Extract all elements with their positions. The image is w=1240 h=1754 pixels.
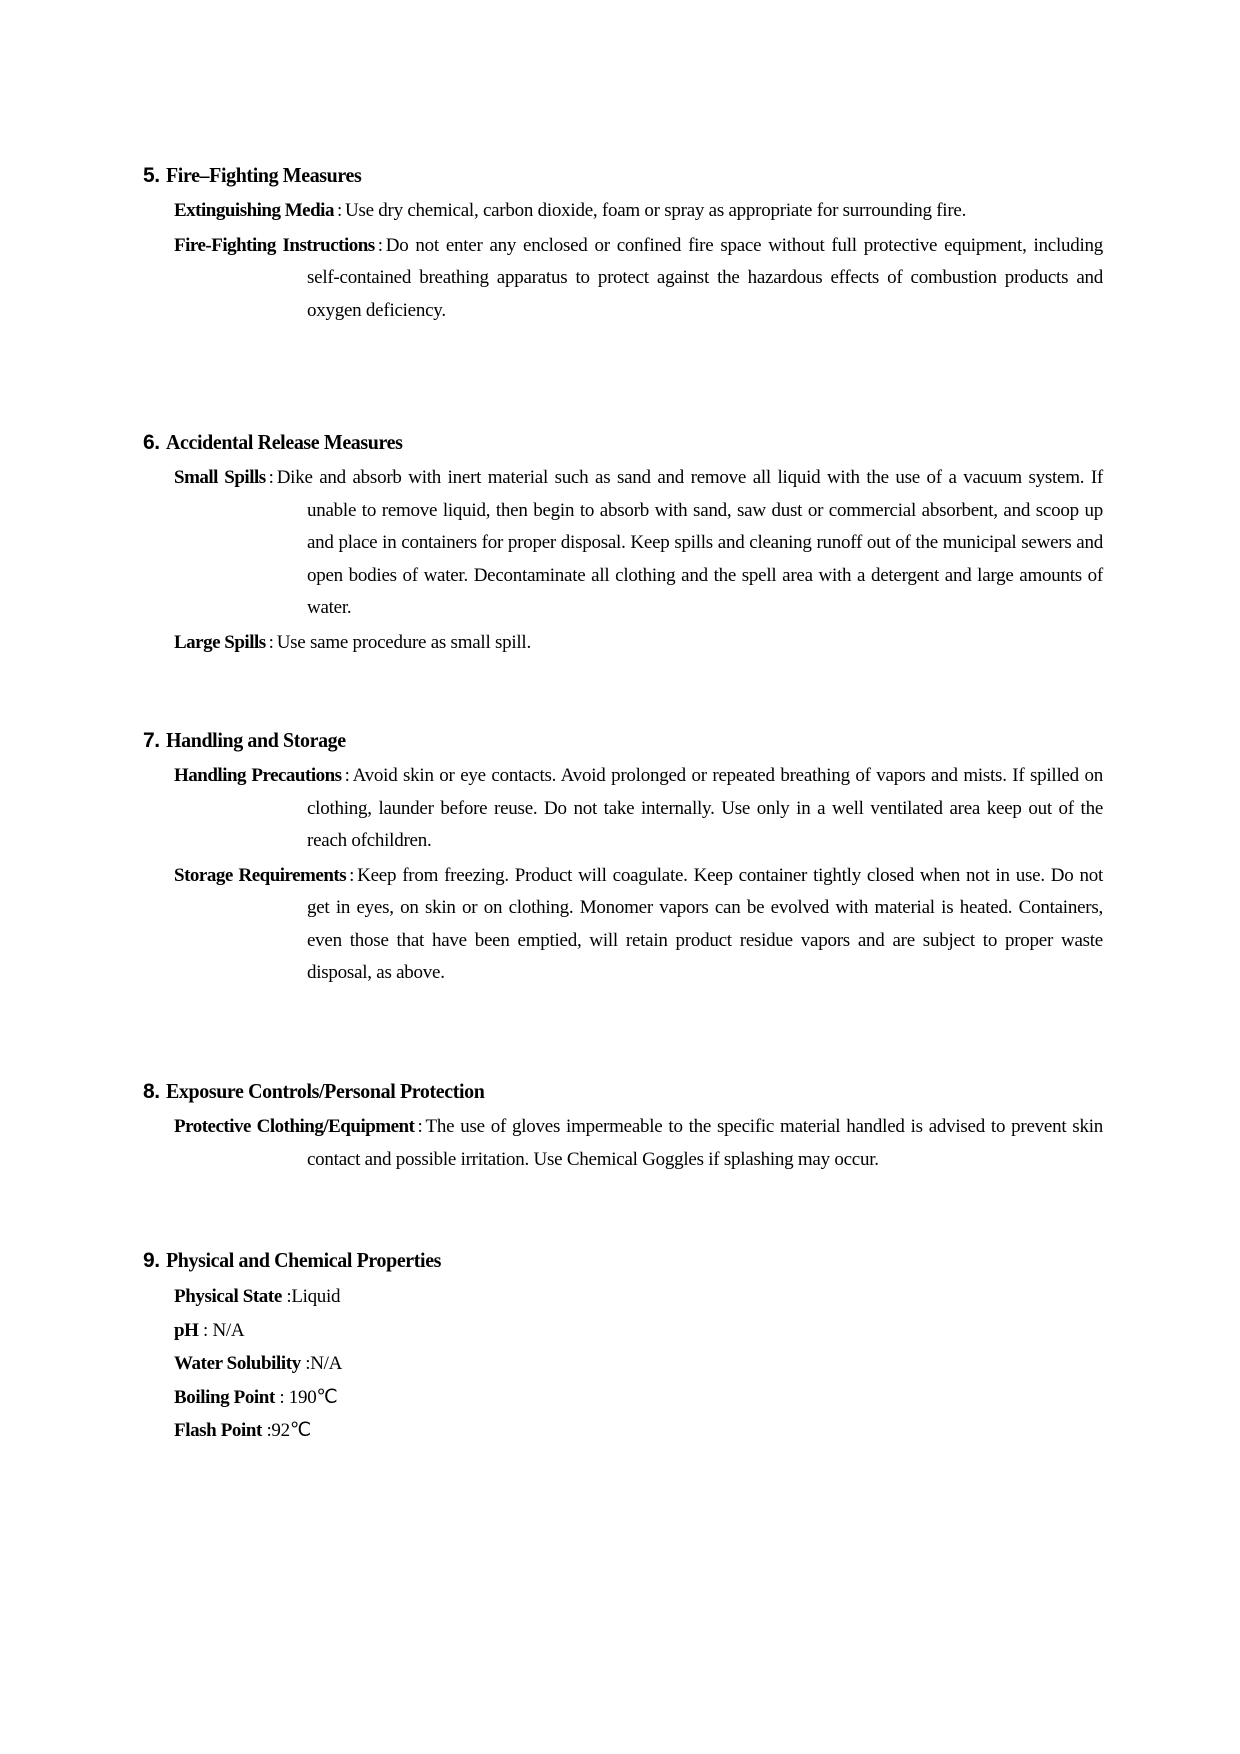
- entry-label: Extinguishing Media: [174, 200, 334, 221]
- property-value: 92℃: [271, 1420, 311, 1441]
- entry-text: Dike and absorb with inert material such as sand and remove all liquid with the use of a vacuum system. If unable to remove liquid, then begin to absorb with sand, saw dust or commercial absorbent, and scoop up and place in containers for proper disposal. Keep spills and cleaning runoff out of the municipal sewers and open bodies of water. Decontaminate all clothing and the spell area with a detergent and large amounts of water.: [276, 467, 1103, 618]
- property-water-solubility: [174, 1347, 1103, 1381]
- property-separator: :: [279, 1386, 285, 1408]
- section-title: Exposure Controls/Personal Protection: [165, 1079, 485, 1103]
- property-value: Liquid: [291, 1286, 341, 1307]
- entry-large-spills: [174, 627, 1103, 660]
- property-physical-state: [174, 1280, 1103, 1314]
- entry-label: Handling Precautions: [174, 765, 342, 786]
- property-value: N/A: [212, 1319, 245, 1341]
- entry-protective-clothing-equipment: [174, 1111, 1103, 1176]
- entry-small-spills: [174, 462, 1103, 625]
- section-number: 7.: [143, 729, 160, 752]
- property-ph: [174, 1314, 1103, 1348]
- section-title: Accidental Release Measures: [165, 430, 403, 454]
- entry-separator: :: [417, 1116, 423, 1137]
- entry-separator: :: [377, 234, 383, 256]
- entry-separator: :: [336, 200, 342, 221]
- section-number: 8.: [143, 1080, 160, 1103]
- section-fire-fighting-measures: [143, 163, 1103, 327]
- section-accidental-release-measures: [143, 430, 1103, 659]
- entry-separator: :: [268, 631, 274, 653]
- entry-fire-fighting-instructions: [174, 230, 1103, 328]
- section-number: 5.: [143, 164, 160, 187]
- property-separator: :: [203, 1319, 208, 1341]
- section-heading: [143, 728, 1103, 760]
- entry-storage-requirements: [174, 860, 1103, 990]
- section-number: 9.: [143, 1249, 160, 1272]
- property-separator: :: [305, 1353, 311, 1374]
- property-value: 190℃: [288, 1386, 338, 1408]
- property-label: Physical State: [174, 1286, 282, 1307]
- section-number: 6.: [143, 431, 160, 454]
- property-label: pH: [174, 1319, 199, 1341]
- entry-label: Storage Requirements: [174, 864, 347, 886]
- property-value: N/A: [310, 1353, 343, 1374]
- entry-label: Protective Clothing/Equipment: [174, 1116, 415, 1137]
- property-label: Water Solubility: [174, 1353, 301, 1374]
- entry-label: Large Spills: [174, 631, 266, 653]
- property-separator: :: [266, 1420, 272, 1441]
- section-heading: [143, 163, 1103, 195]
- section-title: Fire–Fighting Measures: [165, 163, 362, 187]
- entry-extinguishing-media: [174, 195, 1103, 228]
- entry-label: Fire-Fighting Instructions: [174, 234, 375, 256]
- section-heading: [143, 1079, 1103, 1111]
- entry-text: Use dry chemical, carbon dioxide, foam or spray as appropriate for surrounding fire.: [345, 200, 967, 221]
- property-separator: :: [286, 1286, 292, 1307]
- entry-handling-precautions: [174, 760, 1103, 858]
- section-title: Physical and Chemical Properties: [165, 1248, 441, 1272]
- entry-text: The use of gloves impermeable to the specific material handled is advised to prevent skin contact and possible irritation. Use Chemical Goggles if splashing may occur.: [307, 1116, 1103, 1170]
- property-label: Flash Point: [174, 1420, 262, 1441]
- entry-text: Avoid skin or eye contacts. Avoid prolonged or repeated breathing of vapors and mists. If spilled on clothing, launder before reuse. Do not take internally. Use only in a well ventilated area keep out of the reach ofchildren.: [307, 765, 1104, 851]
- entry-text: Keep from freezing. Product will coagulate. Keep container tightly closed when not in use. Do not get in eyes, on skin or on clothing. Monomer vapors can be evolved with material is heated. Containers, even those that have been emptied, will retain product residue vapors and are subject to proper waste disposal, as above.: [307, 864, 1104, 983]
- section-heading: [143, 430, 1103, 462]
- property-boiling-point: [174, 1381, 1103, 1415]
- entry-text: Use same procedure as small spill.: [276, 631, 531, 653]
- property-flash-point: [174, 1414, 1103, 1448]
- entry-label: Small Spills: [174, 467, 266, 488]
- entry-separator: :: [268, 467, 274, 488]
- entry-separator: :: [349, 864, 355, 886]
- section-physical-chemical-properties: [143, 1248, 1103, 1448]
- section-heading: [143, 1248, 1103, 1280]
- entry-separator: :: [344, 765, 350, 786]
- section-title: Handling and Storage: [165, 728, 346, 752]
- entry-text: Do not enter any enclosed or confined fire space without full protective equipment, including self-contained breathing apparatus to protect against the hazardous effects of combustion products and oxygen deficiency.: [307, 234, 1103, 321]
- section-handling-and-storage: [143, 728, 1103, 990]
- section-exposure-controls: [143, 1079, 1103, 1176]
- property-label: Boiling Point: [174, 1386, 275, 1408]
